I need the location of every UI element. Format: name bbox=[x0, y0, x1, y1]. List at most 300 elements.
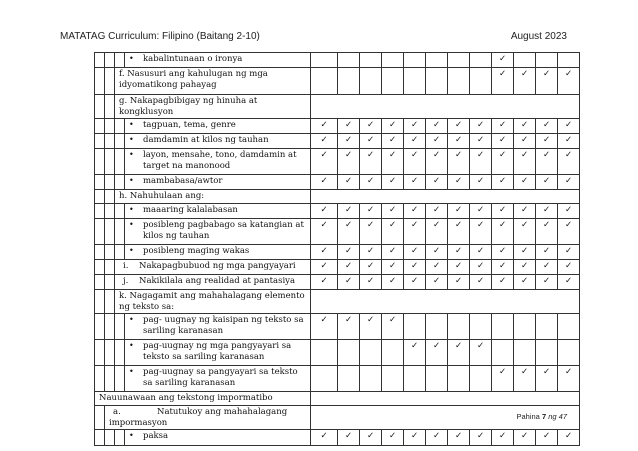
label-text: posibleng maging wakas bbox=[143, 246, 250, 256]
table-row bbox=[95, 149, 580, 175]
check-icon: ✓ bbox=[366, 246, 375, 256]
indent-cell bbox=[95, 219, 105, 245]
grade-cell bbox=[338, 260, 360, 275]
grade-cell bbox=[382, 260, 404, 275]
indent-cell bbox=[105, 290, 115, 314]
check-icon: ✓ bbox=[498, 261, 507, 271]
check-icon: ✓ bbox=[498, 54, 507, 64]
label-text: Natutukoy ang mahahalagang impormasyon bbox=[109, 407, 288, 428]
check-icon: ✓ bbox=[410, 341, 419, 351]
grade-cell bbox=[382, 119, 404, 134]
check-icon: ✓ bbox=[344, 276, 353, 286]
indent-cell bbox=[115, 119, 125, 134]
check-icon: ✓ bbox=[454, 135, 463, 145]
check-icon: ✓ bbox=[564, 150, 573, 160]
check-icon: ✓ bbox=[564, 246, 573, 256]
check-icon: ✓ bbox=[388, 315, 397, 325]
competency-label bbox=[125, 134, 311, 149]
section-title: Nauunawaan ang tekstong impormatibo bbox=[99, 393, 273, 403]
grade-cell bbox=[338, 340, 360, 366]
grade-cell bbox=[448, 219, 470, 245]
grade-cell bbox=[404, 53, 426, 68]
grade-cell bbox=[470, 260, 492, 275]
check-icon: ✓ bbox=[520, 69, 529, 79]
grade-cell bbox=[470, 175, 492, 190]
grade-cell bbox=[558, 260, 580, 275]
check-icon: ✓ bbox=[388, 220, 397, 230]
grade-cell bbox=[311, 430, 338, 446]
check-icon: ✓ bbox=[476, 176, 485, 186]
check-icon: ✓ bbox=[454, 276, 463, 286]
label-text: layon, mensahe, tono, damdamin at target na manonood bbox=[143, 150, 297, 171]
check-icon: ✓ bbox=[454, 341, 463, 351]
grade-cell bbox=[492, 260, 514, 275]
check-icon: ✓ bbox=[476, 261, 485, 271]
grade-cell bbox=[311, 134, 338, 149]
indent-cell bbox=[105, 430, 115, 446]
competency-label bbox=[115, 260, 311, 275]
grade-cell bbox=[360, 134, 382, 149]
check-icon: ✓ bbox=[366, 120, 375, 130]
grade-cell bbox=[448, 68, 470, 95]
item-number: j. bbox=[123, 276, 129, 286]
check-icon: ✓ bbox=[498, 135, 507, 145]
check-icon: ✓ bbox=[388, 205, 397, 215]
grade-cell bbox=[558, 68, 580, 95]
indent-cell bbox=[115, 134, 125, 149]
check-icon: ✓ bbox=[564, 135, 573, 145]
empty-grade-span bbox=[311, 392, 580, 406]
competency-label bbox=[115, 190, 311, 204]
grade-cell bbox=[470, 366, 492, 392]
grade-cell bbox=[558, 366, 580, 392]
grade-cell bbox=[514, 314, 536, 340]
indent-cell bbox=[115, 314, 125, 340]
bullet-icon: • bbox=[129, 54, 134, 63]
indent-cell bbox=[95, 95, 105, 119]
footer-prefix: Pahina bbox=[516, 412, 540, 421]
check-icon: ✓ bbox=[542, 176, 551, 186]
check-icon: ✓ bbox=[320, 176, 328, 186]
grade-cell bbox=[404, 366, 426, 392]
competency-label bbox=[125, 314, 311, 340]
grade-cell bbox=[470, 119, 492, 134]
grade-cell bbox=[338, 219, 360, 245]
check-icon: ✓ bbox=[476, 276, 485, 286]
indent-cell bbox=[115, 366, 125, 392]
grade-cell bbox=[536, 219, 558, 245]
indent-cell bbox=[105, 245, 115, 260]
competency-label bbox=[115, 95, 311, 119]
check-icon: ✓ bbox=[498, 150, 507, 160]
table-row bbox=[95, 406, 580, 430]
grade-cell bbox=[514, 260, 536, 275]
indent-cell bbox=[105, 134, 115, 149]
grade-cell bbox=[536, 245, 558, 260]
check-icon: ✓ bbox=[410, 120, 419, 130]
check-icon: ✓ bbox=[366, 315, 375, 325]
check-icon: ✓ bbox=[498, 367, 507, 377]
grade-cell bbox=[536, 68, 558, 95]
label-text: f. Nasusuri ang kahulugan ng mga idyomatikong pahayag bbox=[119, 69, 268, 90]
grade-cell bbox=[404, 275, 426, 290]
check-icon: ✓ bbox=[542, 205, 551, 215]
grade-cell bbox=[470, 314, 492, 340]
grade-cell bbox=[448, 366, 470, 392]
grade-cell bbox=[536, 175, 558, 190]
grade-cell bbox=[448, 430, 470, 446]
grade-cell bbox=[382, 149, 404, 175]
grade-cell bbox=[404, 68, 426, 95]
grade-cell bbox=[514, 134, 536, 149]
indent-cell bbox=[95, 175, 105, 190]
grade-cell bbox=[492, 149, 514, 175]
grade-cell bbox=[514, 204, 536, 219]
grade-cell bbox=[426, 340, 448, 366]
grade-cell bbox=[492, 204, 514, 219]
check-icon: ✓ bbox=[542, 246, 551, 256]
indent-cell bbox=[115, 340, 125, 366]
check-icon: ✓ bbox=[564, 205, 573, 215]
grade-cell bbox=[360, 119, 382, 134]
grade-cell bbox=[536, 119, 558, 134]
grade-cell bbox=[404, 149, 426, 175]
check-icon: ✓ bbox=[320, 261, 328, 271]
check-icon: ✓ bbox=[520, 135, 529, 145]
table-row bbox=[95, 340, 580, 366]
indent-cell bbox=[105, 366, 115, 392]
check-icon: ✓ bbox=[344, 261, 353, 271]
grade-cell bbox=[360, 149, 382, 175]
indent-cell bbox=[105, 260, 115, 275]
grade-cell bbox=[311, 340, 338, 366]
label-text: g. Nakapagbibigay ng hinuha at kongklusyon bbox=[119, 96, 258, 117]
grade-cell bbox=[558, 204, 580, 219]
grade-cell bbox=[558, 340, 580, 366]
check-icon: ✓ bbox=[366, 150, 375, 160]
check-icon: ✓ bbox=[366, 261, 375, 271]
empty-grade-span bbox=[311, 290, 580, 314]
check-icon: ✓ bbox=[498, 431, 507, 441]
label-text: pag- uugnay ng kaisipan ng teksto sa sariling karanasan bbox=[143, 315, 304, 336]
grade-cell bbox=[558, 175, 580, 190]
grade-cell bbox=[382, 53, 404, 68]
indent-cell bbox=[95, 260, 105, 275]
grade-cell bbox=[492, 68, 514, 95]
grade-cell bbox=[536, 260, 558, 275]
grade-cell bbox=[470, 219, 492, 245]
grade-cell bbox=[360, 68, 382, 95]
curriculum-table bbox=[94, 52, 580, 446]
grade-cell bbox=[492, 430, 514, 446]
grade-cell bbox=[448, 245, 470, 260]
indent-cell bbox=[95, 190, 105, 204]
check-icon: ✓ bbox=[542, 150, 551, 160]
grade-cell bbox=[404, 245, 426, 260]
check-icon: ✓ bbox=[520, 246, 529, 256]
check-icon: ✓ bbox=[432, 205, 441, 215]
check-icon: ✓ bbox=[320, 276, 328, 286]
check-icon: ✓ bbox=[542, 276, 551, 286]
check-icon: ✓ bbox=[454, 205, 463, 215]
check-icon: ✓ bbox=[542, 220, 551, 230]
label-text: Nakikilala ang realidad at pantasiya bbox=[139, 276, 296, 286]
grade-cell bbox=[338, 134, 360, 149]
grade-cell bbox=[514, 245, 536, 260]
grade-cell bbox=[382, 219, 404, 245]
grade-cell bbox=[338, 366, 360, 392]
grade-cell bbox=[536, 149, 558, 175]
table-row bbox=[95, 119, 580, 134]
grade-cell bbox=[426, 430, 448, 446]
indent-cell bbox=[115, 204, 125, 219]
check-icon: ✓ bbox=[498, 276, 507, 286]
competency-label bbox=[115, 68, 311, 95]
grade-cell bbox=[426, 68, 448, 95]
grade-cell bbox=[360, 430, 382, 446]
competency-label bbox=[125, 366, 311, 392]
grade-cell bbox=[311, 219, 338, 245]
grade-cell bbox=[360, 204, 382, 219]
grade-cell bbox=[382, 68, 404, 95]
grade-cell bbox=[514, 149, 536, 175]
grade-cell bbox=[426, 366, 448, 392]
label-text: mambabasa/awtor bbox=[143, 176, 223, 186]
grade-cell bbox=[492, 314, 514, 340]
footer-sep: ng bbox=[548, 412, 557, 421]
grade-cell bbox=[514, 219, 536, 245]
grade-cell bbox=[382, 245, 404, 260]
grade-cell bbox=[426, 53, 448, 68]
indent-cell bbox=[95, 366, 105, 392]
empty-grade-span bbox=[311, 95, 580, 119]
grade-cell bbox=[311, 275, 338, 290]
check-icon: ✓ bbox=[410, 431, 419, 441]
label-text: pag-uugnay ng mga pangyayari sa teksto sa sariling karanasan bbox=[143, 341, 292, 362]
grade-cell bbox=[536, 275, 558, 290]
indent-cell bbox=[95, 53, 105, 68]
grade-cell bbox=[338, 175, 360, 190]
indent-cell bbox=[95, 204, 105, 219]
grade-cell bbox=[448, 275, 470, 290]
check-icon: ✓ bbox=[366, 431, 375, 441]
grade-cell bbox=[514, 119, 536, 134]
grade-cell bbox=[536, 430, 558, 446]
grade-cell bbox=[558, 275, 580, 290]
check-icon: ✓ bbox=[320, 205, 328, 215]
check-icon: ✓ bbox=[520, 205, 529, 215]
check-icon: ✓ bbox=[476, 246, 485, 256]
check-icon: ✓ bbox=[344, 205, 353, 215]
competency-label bbox=[105, 406, 311, 430]
check-icon: ✓ bbox=[344, 431, 353, 441]
grade-cell bbox=[426, 314, 448, 340]
grade-cell bbox=[338, 53, 360, 68]
grade-cell bbox=[311, 175, 338, 190]
check-icon: ✓ bbox=[432, 150, 441, 160]
check-icon: ✓ bbox=[388, 150, 397, 160]
grade-cell bbox=[360, 175, 382, 190]
table-row bbox=[95, 175, 580, 190]
table-row bbox=[95, 134, 580, 149]
grade-cell bbox=[558, 134, 580, 149]
check-icon: ✓ bbox=[410, 246, 419, 256]
check-icon: ✓ bbox=[542, 367, 551, 377]
grade-cell bbox=[492, 119, 514, 134]
check-icon: ✓ bbox=[366, 205, 375, 215]
indent-cell bbox=[105, 190, 115, 204]
competency-label bbox=[125, 340, 311, 366]
label-text: paksa bbox=[143, 431, 169, 441]
check-icon: ✓ bbox=[344, 246, 353, 256]
check-icon: ✓ bbox=[388, 431, 397, 441]
check-icon: ✓ bbox=[564, 367, 573, 377]
grade-cell bbox=[558, 430, 580, 446]
label-text: k. Nagagamit ang mahahalagang elemento ng teksto sa: bbox=[119, 291, 305, 312]
bullet-icon: • bbox=[129, 367, 134, 376]
grade-cell bbox=[514, 275, 536, 290]
table-row bbox=[95, 392, 580, 406]
competency-label bbox=[125, 245, 311, 260]
grade-cell bbox=[426, 204, 448, 219]
grade-cell bbox=[426, 175, 448, 190]
check-icon: ✓ bbox=[388, 120, 397, 130]
table-row bbox=[95, 219, 580, 245]
grade-cell bbox=[426, 245, 448, 260]
grade-cell bbox=[536, 340, 558, 366]
check-icon: ✓ bbox=[542, 261, 551, 271]
check-icon: ✓ bbox=[320, 120, 328, 130]
grade-cell bbox=[382, 314, 404, 340]
grade-cell bbox=[404, 175, 426, 190]
indent-cell bbox=[95, 290, 105, 314]
grade-cell bbox=[514, 175, 536, 190]
check-icon: ✓ bbox=[476, 150, 485, 160]
table-row bbox=[95, 68, 580, 95]
indent-cell bbox=[105, 119, 115, 134]
indent-cell bbox=[95, 340, 105, 366]
grade-cell bbox=[470, 53, 492, 68]
check-icon: ✓ bbox=[344, 315, 353, 325]
check-icon: ✓ bbox=[410, 176, 419, 186]
indent-cell bbox=[95, 406, 105, 430]
grade-cell bbox=[426, 260, 448, 275]
grade-cell bbox=[448, 134, 470, 149]
grade-cell bbox=[470, 245, 492, 260]
indent-cell bbox=[95, 119, 105, 134]
grade-cell bbox=[382, 204, 404, 219]
check-icon: ✓ bbox=[564, 220, 573, 230]
check-icon: ✓ bbox=[432, 431, 441, 441]
indent-cell bbox=[105, 219, 115, 245]
check-icon: ✓ bbox=[320, 135, 328, 145]
grade-cell bbox=[558, 219, 580, 245]
check-icon: ✓ bbox=[366, 220, 375, 230]
check-icon: ✓ bbox=[454, 176, 463, 186]
indent-cell bbox=[105, 340, 115, 366]
grade-cell bbox=[338, 430, 360, 446]
competency-label bbox=[125, 149, 311, 175]
grade-cell bbox=[404, 204, 426, 219]
label-text: h. Nahuhulaan ang: bbox=[119, 191, 205, 201]
grade-cell bbox=[360, 245, 382, 260]
label-text: tagpuan, tema, genre bbox=[143, 120, 236, 130]
grade-cell bbox=[360, 340, 382, 366]
table-row bbox=[95, 204, 580, 219]
grade-cell bbox=[514, 430, 536, 446]
grade-cell bbox=[311, 366, 338, 392]
check-icon: ✓ bbox=[432, 261, 441, 271]
check-icon: ✓ bbox=[520, 176, 529, 186]
bullet-icon: • bbox=[129, 205, 134, 214]
grade-cell bbox=[448, 119, 470, 134]
grade-cell bbox=[536, 366, 558, 392]
table-row bbox=[95, 430, 580, 446]
bullet-icon: • bbox=[129, 315, 134, 324]
grade-cell bbox=[558, 314, 580, 340]
grade-cell bbox=[360, 314, 382, 340]
grade-cell bbox=[470, 204, 492, 219]
check-icon: ✓ bbox=[410, 276, 419, 286]
grade-cell bbox=[382, 134, 404, 149]
check-icon: ✓ bbox=[542, 69, 551, 79]
grade-cell bbox=[536, 314, 558, 340]
bullet-icon: • bbox=[129, 246, 134, 255]
label-text: Nakapagbubuod ng mga pangyayari bbox=[139, 261, 296, 271]
check-icon: ✓ bbox=[320, 150, 328, 160]
grade-cell bbox=[311, 260, 338, 275]
indent-cell bbox=[105, 149, 115, 175]
check-icon: ✓ bbox=[432, 220, 441, 230]
check-icon: ✓ bbox=[520, 220, 529, 230]
grade-cell bbox=[558, 149, 580, 175]
grade-cell bbox=[448, 53, 470, 68]
table-row bbox=[95, 190, 580, 204]
check-icon: ✓ bbox=[454, 150, 463, 160]
grade-cell bbox=[514, 68, 536, 95]
label-text: pag-uugnay sa pangyayari sa teksto sa sariling karanasan bbox=[143, 367, 298, 388]
check-icon: ✓ bbox=[454, 261, 463, 271]
check-icon: ✓ bbox=[476, 135, 485, 145]
check-icon: ✓ bbox=[432, 246, 441, 256]
grade-cell bbox=[536, 53, 558, 68]
competency-label bbox=[125, 430, 311, 446]
indent-cell bbox=[95, 314, 105, 340]
grade-cell bbox=[360, 53, 382, 68]
empty-grade-span bbox=[311, 190, 580, 204]
grade-cell bbox=[492, 340, 514, 366]
check-icon: ✓ bbox=[520, 431, 529, 441]
grade-cell bbox=[426, 119, 448, 134]
check-icon: ✓ bbox=[388, 246, 397, 256]
bullet-icon: • bbox=[129, 150, 134, 159]
indent-cell bbox=[95, 149, 105, 175]
item-number: a. bbox=[113, 407, 121, 417]
check-icon: ✓ bbox=[344, 220, 353, 230]
check-icon: ✓ bbox=[520, 276, 529, 286]
competency-label bbox=[115, 290, 311, 314]
check-icon: ✓ bbox=[388, 176, 397, 186]
check-icon: ✓ bbox=[388, 261, 397, 271]
check-icon: ✓ bbox=[520, 261, 529, 271]
grade-cell bbox=[448, 340, 470, 366]
check-icon: ✓ bbox=[564, 276, 573, 286]
grade-cell bbox=[338, 245, 360, 260]
grade-cell bbox=[558, 245, 580, 260]
bullet-icon: • bbox=[129, 135, 134, 144]
check-icon: ✓ bbox=[432, 176, 441, 186]
check-icon: ✓ bbox=[410, 135, 419, 145]
